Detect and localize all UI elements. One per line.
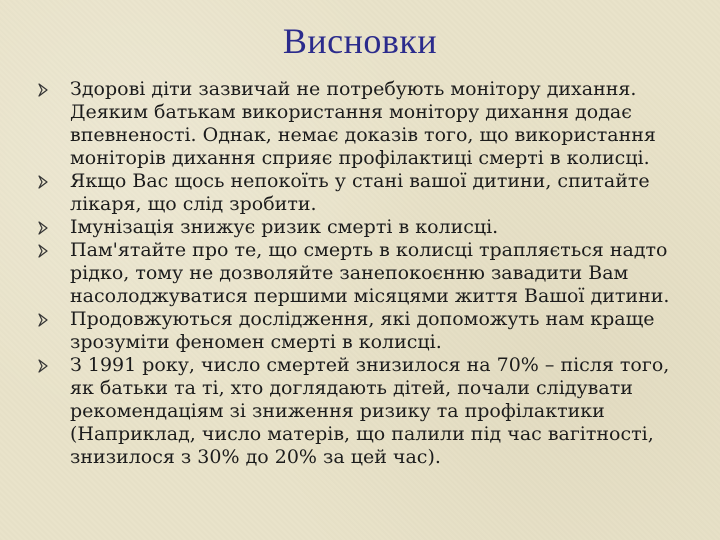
arrow-bullet-icon: [36, 221, 50, 235]
arrow-bullet-icon: [36, 244, 50, 258]
bullet-item: [36, 78, 686, 170]
bullet-text: Продовжуються дослідження, які допоможуть нам краще зрозуміти феномен смерті в колисці.: [70, 308, 655, 353]
arrow-bullet-icon: [36, 313, 50, 327]
arrow-bullet-icon: [36, 359, 50, 373]
bullet-item: [36, 308, 686, 354]
slide-title: Висновки: [282, 21, 438, 61]
bullet-list: [36, 78, 686, 469]
bullet-text: Здорові діти зазвичай не потребують монітору дихання. Деяким батькам використання монітору дихання додає впевненості. Однак, немає доказів того, що використання моніторів дихання сприяє профілактиці смерті в колисці.: [70, 78, 656, 169]
bullet-item: [36, 170, 686, 216]
bullet-text: Пам'ятайте про те, що смерть в колисці трапляється надто рідко, тому не дозволяйте занепокоєнню завадити Вам насолоджуватися першими місяцями життя Вашої дитини.: [70, 239, 670, 307]
bullet-item: [36, 216, 686, 239]
arrow-bullet-icon: [36, 175, 50, 189]
bullet-text: З 1991 року, число смертей знизилося на 70% – після того, як батьки та ті, хто доглядають дітей, почали слідувати рекомендаціям зі зниження ризику та профілактики (Наприклад, число матерів, що палили під час вагітності, знизилося з 30% до 20% за цей час).: [70, 354, 670, 468]
arrow-bullet-icon: [36, 83, 50, 97]
bullet-item: [36, 354, 686, 469]
bullet-text: Імунізація знижує ризик смерті в колисці.: [70, 216, 499, 238]
bullet-item: [36, 239, 686, 308]
bullet-text: Якщо Вас щось непокоїть у стані вашої дитини, спитайте лікаря, що слід зробити.: [70, 170, 650, 215]
